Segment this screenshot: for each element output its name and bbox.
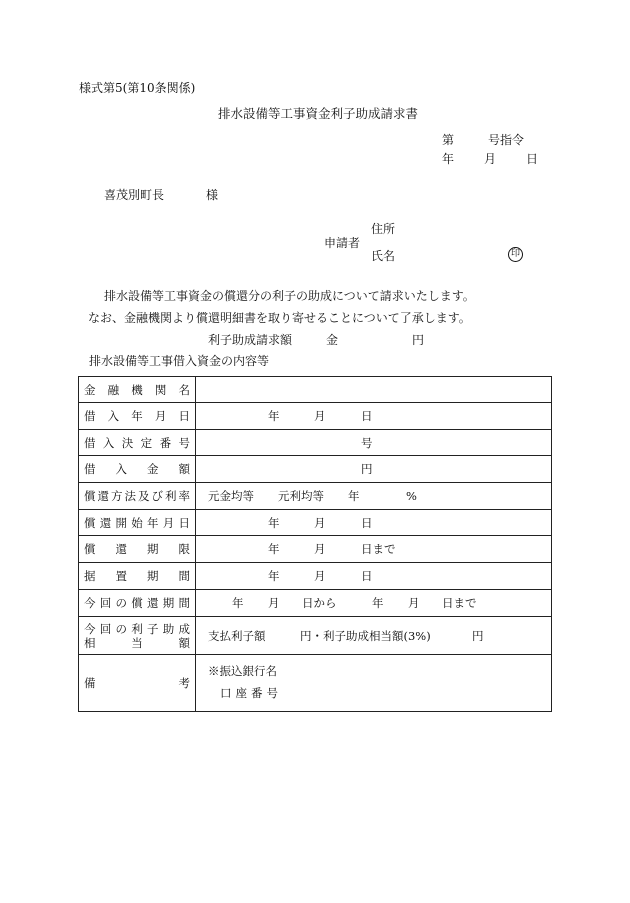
unit-go: 号 xyxy=(361,435,373,450)
unit-year-to: 年 xyxy=(372,596,384,610)
label-loan-amount: 借 入 金 額 xyxy=(84,462,190,476)
address-label: 住所 xyxy=(371,222,396,236)
table-row xyxy=(79,456,552,483)
unit-year: 年 xyxy=(268,409,280,423)
table-row xyxy=(79,590,552,617)
addressee xyxy=(104,188,218,202)
table-row xyxy=(79,617,552,655)
unit-year: 年 xyxy=(268,569,280,583)
bank-name-label: ※振込銀行名 xyxy=(208,664,277,678)
addressee-honorific: 様 xyxy=(206,188,219,202)
unit-year: 年 xyxy=(268,542,280,556)
unit-day: 日 xyxy=(361,409,373,423)
unit-month: 月 xyxy=(314,409,326,423)
date-month: 月 xyxy=(484,152,497,166)
unit-year-from: 年 xyxy=(232,596,244,610)
requested-amount xyxy=(208,333,424,347)
date-day: 日 xyxy=(526,152,539,166)
label-borrowing-date: 借 入 年 月 日 xyxy=(84,409,190,423)
label-subsidy-amount-line2: 相 当 額 xyxy=(84,635,190,650)
unit-day-until: 日まで xyxy=(361,542,396,556)
name-label: 氏名 xyxy=(371,249,396,263)
table-row xyxy=(79,563,552,590)
table-row xyxy=(79,655,552,712)
account-number-label: 口座番号 xyxy=(220,686,282,700)
unit-month: 月 xyxy=(314,515,326,530)
label-remarks: 備 考 xyxy=(84,676,190,690)
unit-percent: % xyxy=(406,489,417,503)
option-equal-principal[interactable]: 元金均等 xyxy=(208,489,254,503)
subsidy-rate-label: 円・利子助成相当額(3%) xyxy=(300,628,431,643)
amount-label: 利子助成請求額 xyxy=(208,333,293,347)
unit-year: 年 xyxy=(348,489,360,503)
label-financial-institution: 金 融 機 関 名 xyxy=(84,382,190,397)
document-number xyxy=(442,133,524,147)
document-title: 排水設備等工事資金利子助成請求書 xyxy=(218,106,419,121)
label-repayment-deadline: 償 還 期 限 xyxy=(84,542,190,556)
unit-day-to: 日まで xyxy=(442,596,477,610)
amount-yen: 円 xyxy=(412,333,425,347)
applicant-label: 申請者 xyxy=(324,236,361,250)
addressee-name: 喜茂別町長 xyxy=(104,188,165,202)
request-paragraph: 排水設備等工事資金の償還分の利子の助成について請求いたします。 xyxy=(104,289,475,303)
table-heading: 排水設備等工事借入資金の内容等 xyxy=(89,354,270,368)
unit-yen: 円 xyxy=(472,628,484,643)
option-equal-installment[interactable]: 元利均等 xyxy=(278,489,324,503)
value-remarks[interactable] xyxy=(196,655,551,711)
unit-month-to: 月 xyxy=(408,596,420,610)
seal-mark: 印 xyxy=(508,247,523,262)
unit-month: 月 xyxy=(314,542,326,556)
table-row xyxy=(79,377,552,403)
unit-yen: 円 xyxy=(361,462,373,476)
unit-day: 日 xyxy=(361,515,373,530)
consent-paragraph: なお、金融機関より償還明細書を取り寄せることについて了承します。 xyxy=(88,311,471,325)
paid-interest-label: 支払利子額 xyxy=(208,628,266,643)
value-financial-institution[interactable] xyxy=(196,377,552,403)
label-decision-number: 借 入 決 定 番 号 xyxy=(84,435,190,450)
table-row xyxy=(79,403,552,430)
label-grace-period: 据 置 期 間 xyxy=(84,569,190,583)
label-current-period: 今 回 の 償 還 期 間 xyxy=(84,596,190,610)
label-repayment-start: 償 還 開 始 年 月 日 xyxy=(84,515,190,530)
table-row xyxy=(79,483,552,510)
unit-day: 日 xyxy=(361,569,373,583)
label-repayment-method: 償還方法及び利率 xyxy=(84,489,190,503)
label-subsidy-amount-line1: 今 回 の 利 子 助 成 xyxy=(84,621,190,636)
doc-number-suffix: 号指令 xyxy=(488,133,525,147)
table-row xyxy=(79,536,552,563)
document-date xyxy=(442,152,538,166)
doc-number-prefix: 第 xyxy=(442,133,455,147)
form-number: 様式第5(第10条関係) xyxy=(79,81,196,95)
unit-month: 月 xyxy=(314,569,326,583)
unit-day-from: 日から xyxy=(302,596,337,610)
amount-kin: 金 xyxy=(326,333,339,347)
table-row xyxy=(79,430,552,456)
table-row xyxy=(79,510,552,536)
date-year: 年 xyxy=(442,152,455,166)
unit-year: 年 xyxy=(268,515,280,530)
unit-month-from: 月 xyxy=(268,596,280,610)
loan-details-table xyxy=(78,376,552,712)
